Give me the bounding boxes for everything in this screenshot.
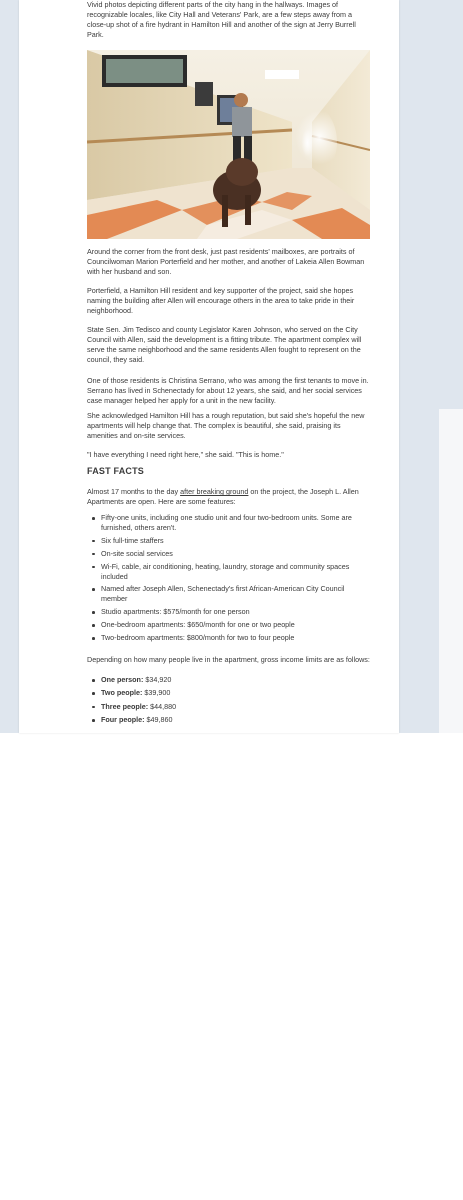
list-item: Six full-time staffers: [87, 536, 370, 546]
paragraph-text: State Sen. Jim Tedisco and county Legislator Karen Johnson, who served on the City Council with Allen, said the development is a fitting tribute. The apartment complex will serve the same neighborhood and the same residents Allen fought to represent on the council, they said.: [87, 325, 362, 364]
paragraph-text: Depending on how many people live in the apartment, gross income limits are as follows:: [87, 655, 370, 664]
list-item: Studio apartments: $575/month for one person: [87, 607, 370, 617]
list-item: [87, 715, 370, 725]
list-item: Two-bedroom apartments: $800/month for two to four people: [87, 633, 370, 643]
hallway-photo-image: [87, 50, 370, 239]
fast-facts-heading: FAST FACTS: [87, 466, 145, 476]
limit-value: $34,920: [143, 675, 172, 684]
intro-text-after: on the project, the Joseph L. Allen Apartments are open. Here are some features:: [87, 487, 359, 506]
list-item: [87, 675, 370, 685]
article-paragraph: [87, 411, 370, 441]
list-item: [87, 702, 370, 712]
article-paragraph: [87, 325, 370, 365]
limit-value: $39,900: [142, 688, 171, 698]
limit-label: Three people:: [101, 701, 149, 711]
intro-text-before: Almost 17 months to the day: [87, 487, 181, 496]
list-item: On-site social services: [87, 549, 370, 559]
features-list: [87, 513, 370, 646]
paragraph-text: "I have everything I need right here," she said. "This is home.": [87, 450, 284, 459]
breaking-ground-link[interactable]: after breaking ground: [180, 487, 249, 496]
page-background-right: [399, 0, 463, 409]
list-item: Named after Joseph Allen, Schenectady's first African-American City Council member: [87, 584, 370, 604]
article-photo: [87, 50, 370, 239]
paragraph-text: [87, 487, 370, 507]
fast-facts-intro: [87, 487, 370, 507]
limit-label: One person:: [101, 675, 144, 684]
limit-label: Four people:: [101, 715, 145, 725]
paragraph-text: Porterfield, a Hamilton Hill resident and key supporter of the project, said she hopes naming the building after Allen will encourage others in the area to take pride in their neighborhood.: [87, 286, 355, 315]
article-paragraph: [87, 247, 370, 277]
limit-value: $44,880: [148, 701, 177, 711]
paragraph-text: She acknowledged Hamilton Hill has a rough reputation, but said she's hopeful the new apartments will help change that. The complex is beautiful, she said, praising its amenities and on-site services.: [87, 411, 365, 440]
list-item: Wi-Fi, cable, air conditioning, heating, laundry, storage and community spaces included: [87, 562, 370, 582]
income-intro: [87, 655, 370, 665]
limit-value: $49,860: [144, 715, 173, 725]
article-paragraph: [87, 286, 370, 316]
list-item: Fifty-one units, including one studio unit and four two-bedroom units. Some are furnished, others aren't.: [87, 513, 370, 533]
article-paragraph: [87, 0, 370, 40]
page-background-right-lower: [399, 409, 439, 733]
page-background-left: [0, 0, 19, 733]
list-item: One-bedroom apartments: $650/month for one or two people: [87, 620, 370, 630]
limit-label: Two people:: [101, 688, 143, 698]
paragraph-text: Vivid photos depicting different parts of the city hang in the hallways. Images of recognizable locales, like City Hall and Veterans' Park, are a few steps away from a close-up shot of a fire hydrant in Hamilton Hill and another of the sign at Jerry Burrell Park.: [87, 0, 356, 39]
article-paragraph: [87, 376, 370, 406]
paragraph-text: Around the corner from the front desk, just past residents' mailboxes, are portraits of Councilwoman Marion Porterfield and her mother, and another of Lakeia Allen Bowman with her husband and son.: [87, 247, 365, 276]
paragraph-text: One of those residents is Christina Serrano, who was among the first tenants to move in. Serrano has lived in Schenectady for about 12 years, she said, and her social services case manager helped her apply for a unit in the new facility.: [87, 376, 369, 405]
article-paragraph: [87, 450, 370, 460]
income-limits-list: [87, 675, 370, 729]
list-item: [87, 688, 370, 698]
page-edge-strip: [439, 409, 463, 733]
